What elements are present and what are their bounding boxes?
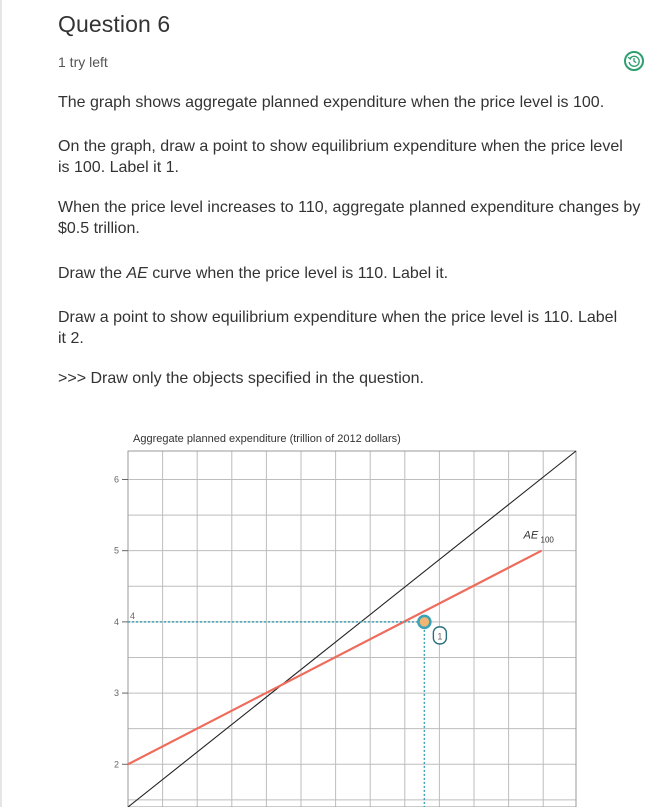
guide-y-label: 4: [130, 610, 136, 621]
history-button[interactable]: [624, 51, 644, 71]
history-icon: [627, 54, 641, 68]
prompt-paragraph-1: The graph shows aggregate planned expenditure when the price level is 100.: [58, 94, 605, 111]
point-label-text: 1: [437, 631, 443, 642]
instruction-note: >>> Draw only the objects specified in the question.: [58, 370, 424, 387]
prompt-paragraph-4: [58, 263, 654, 284]
graph-area[interactable]: [60, 425, 668, 807]
prompt-paragraph-3: When the price level increases to 110, aggregate planned expenditure changes by $0.5 trillion.: [58, 199, 641, 237]
y-tick-label: 5: [113, 545, 119, 556]
question-title: Question 6: [58, 11, 171, 37]
ae100-label-subscript: 100: [540, 535, 554, 545]
ae100-label: AE: [523, 529, 539, 542]
y-axis-ticks: [114, 474, 128, 769]
y-tick-label: 6: [113, 474, 119, 485]
p4-pre: Draw the: [58, 265, 127, 282]
equilibrium-point-1[interactable]: [418, 616, 430, 628]
prompt-paragraph-2: On the graph, draw a point to show equilibrium expenditure when the price level is 100. Label it 1.: [58, 138, 623, 176]
left-border: [0, 0, 2, 807]
p4-post: curve when the price level is 110. Label it.: [147, 265, 449, 282]
tries-remaining: 1 try left: [58, 54, 108, 70]
prompt-paragraph-5: Draw a point to show equilibrium expenditure when the price level is 110. Label it 2.: [58, 309, 618, 347]
chart-marks: [128, 611, 446, 807]
y-tick-label: 3: [113, 688, 119, 699]
y-tick-label: 4: [113, 616, 119, 627]
y-tick-label: 2: [113, 759, 119, 770]
chart-svg[interactable]: [60, 425, 668, 807]
p4-ae: AE: [126, 265, 148, 282]
y-axis-title: Aggregate planned expenditure (trillion of 2012 dollars): [133, 433, 401, 445]
